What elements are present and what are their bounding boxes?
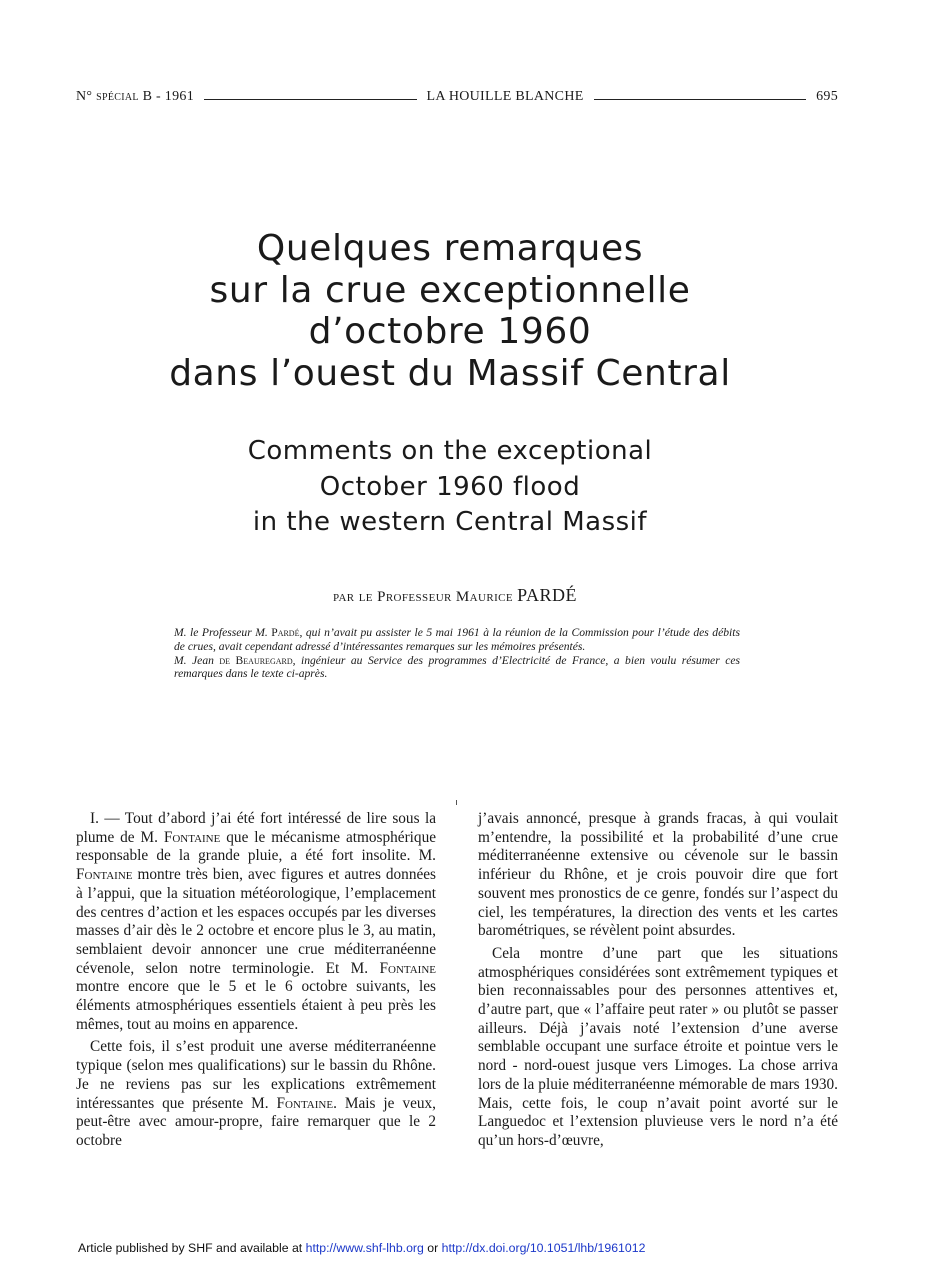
- footer-notice: Article published by SHF and available at http://www.shf-lhb.org or http://dx.doi.org/10.1051/lhb/1961012: [78, 1241, 646, 1255]
- issue-number-mark: N°: [76, 89, 93, 104]
- margin-tick: [456, 800, 457, 805]
- title-english: Comments on the exceptional October 1960 flood in the western Central Massif: [247, 436, 653, 537]
- page-number: 695: [816, 89, 839, 104]
- editorial-note-p1: M. le Professeur M. Pardé, qui n’avait pu assister le 5 mai 1961 à la réunion de la Commission pour l’étude des débits de crues, avait cependant adressé d’intéressantes remarques sur les mémoires présentés.: [174, 626, 740, 653]
- editorial-note-p2: M. Jean de Beauregard, ingénieur au Service des programmes d’Electricité de France, a bien voulu résumer ces remarques dans le texte ci-après.: [174, 653, 740, 681]
- issue-label: [76, 89, 194, 105]
- doi-link[interactable]: http://dx.doi.org/10.1051/lhb/1961012: [441, 1241, 646, 1255]
- paragraph: j’avais annoncé, presque à grands fracas, à qui voulait m’entendre, la possibilité et la probabilité d’une crue méditerranéenne extensive ou cévenole sur le bassin inférieur du Rhône, et je crois pouvoir dire que fort souvent mes pronostics de ce genre, fondés sur l’aspect du ciel, les températures, la direction des vents et les cartes barométriques, se révèlent point absurdes.: [478, 810, 838, 940]
- header-rule-left: [204, 99, 417, 100]
- byline-prefix: par le Professeur Maurice: [332, 589, 514, 605]
- title-french: Quelques remarques sur la crue exceptionnelle d’octobre 1960 dans l’ouest du Massif Central: [169, 228, 731, 394]
- author-byline: [100, 585, 810, 606]
- paragraph: Cela montre d’une part que les situations atmosphériques considérées sont extrêmement typiques et bien reconnaissables pour des personnes attentives et, d’autre part, que « l’affaire peut rater » ou plutôt se passer ailleurs. Déjà j’avais noté l’extension d’une averse semblable occupant une surface étroite et pointue vers le nord - nord-ouest jusque vers Limoges. La chose arriva lors de la pluie méditerranéenne mémorable de mars 1930. Mais, cette fois, le coup n’avait point avorté sur le Languedoc et l’extension pluvieuse vers le nord n’a été qu’un hors-d’œuvre,: [478, 944, 838, 1149]
- issue-special: spécial: [96, 89, 139, 104]
- issue-rest: B - 1961: [142, 89, 195, 104]
- body-column-right: [478, 810, 838, 1155]
- author-name: PARDÉ: [517, 585, 578, 605]
- journal-name: LA HOUILLE BLANCHE: [426, 89, 584, 104]
- running-header: [76, 86, 838, 108]
- header-rule-right: [594, 99, 807, 100]
- editorial-note: [174, 626, 740, 681]
- paragraph: Cette fois, il s’est produit une averse méditerranéenne typique (selon mes qualifications) sur le bassin du Rhône. Je ne reviens pas sur les explications extrêmement intéressantes que présente M. Fontaine. Mais je veux, peut-être avec amour-propre, faire remarquer que le 2 octobre: [76, 1038, 437, 1149]
- paragraph: I. — Tout d’abord j’ai été fort intéressé de lire sous la plume de M. Fontaine que le mécanisme atmosphérique responsable de la grande pluie, a été fort insolite. M. Fontaine montre très bien, avec figures et autres données à l’appui, que la situation météorologique, l’emplacement des centres d’action et les espaces occupés par les diverses masses d’air dès le 2 octobre et encore plus le 3, au matin, semblaient devoir annoncer une crue méditerranéenne cévenole, selon notre terminologie. Et M. Fontaine montre encore que le 5 et le 6 octobre suivants, les éléments atmosphériques essentiels étaient à peu près les mêmes, tout au moins en apparence.: [76, 810, 437, 1033]
- body-column-left: [76, 810, 436, 1155]
- shf-link[interactable]: http://www.shf-lhb.org: [305, 1241, 424, 1255]
